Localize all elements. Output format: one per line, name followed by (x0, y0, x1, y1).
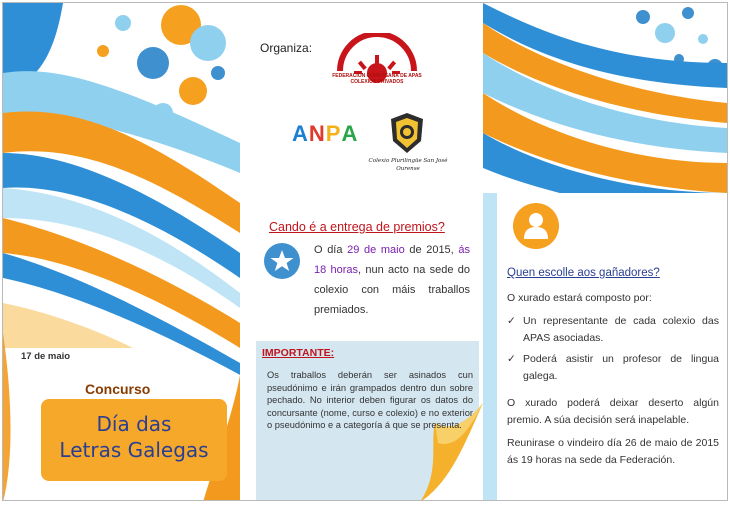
anpa-letter: A (341, 121, 359, 146)
award-date-question: Cando é a entrega de premios? (269, 220, 445, 234)
school-name (367, 157, 449, 173)
anpa-letter: N (308, 121, 326, 146)
jury-intro: O xurado estará composto por: (507, 292, 652, 304)
jury-member-text: Un representante de cada colexio das APAS asociadas. (523, 315, 719, 344)
answer-text: , nun acto na sede do colexio con máis traballos premiados. (314, 264, 470, 316)
school-name-line2: Ourense (396, 166, 420, 172)
jury-meeting: Reunirase o vindeiro día 26 de maio de 2015 ás 19 horas na sede da Federación. (507, 437, 719, 466)
event-title-line1: Día das (96, 412, 172, 436)
event-label: Concurso (85, 381, 151, 397)
anpa-letter: P (325, 121, 342, 146)
school-crest-icon (387, 111, 427, 155)
important-title: IMPORTANTE: (262, 347, 335, 359)
star-icon (264, 243, 300, 279)
check-icon: ✓ (507, 353, 516, 365)
answer-text: O día (314, 244, 348, 256)
left-panel (3, 3, 240, 500)
jury-member-text: Poderá asistir un profesor de lingua galega. (523, 353, 719, 382)
jury-note: O xurado poderá deixar deserto algún premio. A súa decisión será inapelable. (507, 397, 719, 426)
right-panel (483, 3, 727, 500)
anpa-logo (292, 121, 358, 147)
answer-date: 29 de maio (347, 244, 405, 256)
middle-panel (240, 3, 483, 500)
answer-time: ás 18 horas (314, 244, 470, 276)
winners-question: Quen escolle aos gañadores? (507, 267, 660, 279)
award-date-answer (314, 240, 470, 320)
event-title (41, 411, 227, 463)
brochure-page (2, 2, 728, 501)
event-title-line2: Letras Galegas (59, 438, 209, 462)
event-date: 17 de maio (21, 351, 71, 362)
jury-member-item (507, 313, 719, 347)
check-icon: ✓ (507, 315, 516, 327)
answer-text: de 2015, (404, 244, 459, 256)
anpa-letter: A (292, 121, 309, 146)
important-text: Os traballos deberán ser asinados cun pseudónimo e irán grampados dentro dun sobre pechado. No interior deben figurar os datos do concursante (nome, curso e colexio) e no exterior o pseudónimo e a categoría á que se presenta. (267, 370, 473, 431)
user-avatar-icon (513, 203, 559, 249)
school-name-line1: Colexio Plurilingüe San José (368, 158, 448, 164)
jury-member-item (507, 351, 719, 385)
organiza-label: Organiza: (260, 41, 313, 55)
federation-logo-text: FEDERACIÓN OURENSANA DE APAS COLEXIOS PRIVADOS (332, 73, 422, 85)
